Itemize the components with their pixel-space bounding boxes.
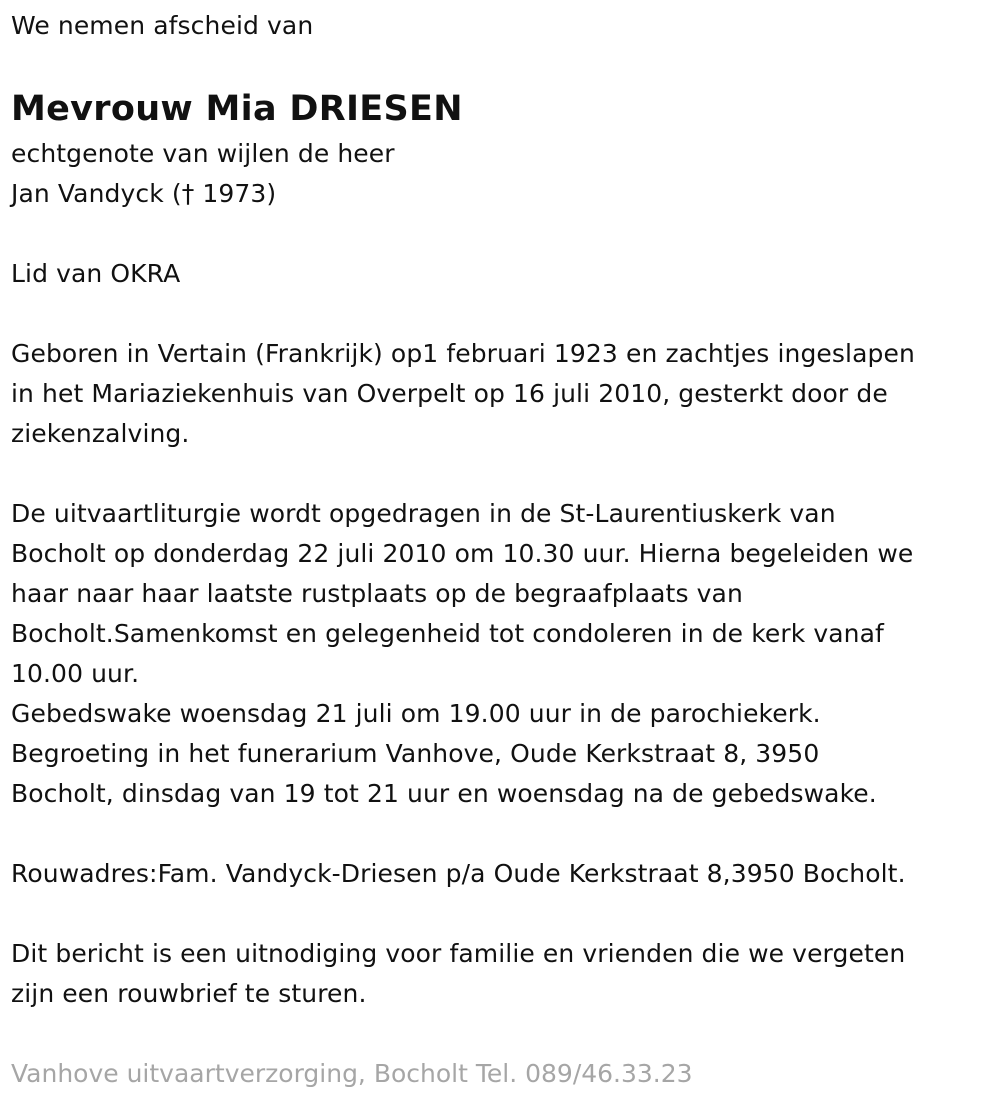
spacer [11,214,1000,254]
paragraph-line: Geboren in Vertain (Frankrijk) op1 februari 1923 en zachtjes ingeslapen [11,339,915,368]
funeral-paragraph [11,494,1000,814]
paragraph-line: in het Mariaziekenhuis van Overpelt op 16 juli 2010, gesterkt door de [11,379,888,408]
paragraph-line: haar naar haar laatste rustplaats op de begraafplaats van [11,579,743,608]
paragraph-line: 10.00 uur. [11,659,140,688]
paragraph-line: Gebedswake woensdag 21 juli om 19.00 uur in de parochiekerk. [11,699,821,728]
spacer [11,814,1000,854]
paragraph-line: Bocholt.Samenkomst en gelegenheid tot condoleren in de kerk vanaf [11,619,884,648]
paragraph-line: ziekenzalving. [11,419,190,448]
paragraph-line: Bocholt op donderdag 22 juli 2010 om 10.30 uur. Hierna begeleiden we [11,539,914,568]
spacer [11,894,1000,934]
deceased-name: Mevrouw Mia DRIESEN [11,89,463,129]
paragraph-line: Begroeting in het funerarium Vanhove, Oude Kerkstraat 8, 3950 [11,739,820,768]
paragraph-line: Bocholt, dinsdag van 19 tot 21 uur en woensdag na de gebedswake. [11,779,877,808]
paragraph-line: De uitvaartliturgie wordt opgedragen in de St-Laurentiuskerk van [11,499,836,528]
paragraph-line: zijn een rouwbrief te sturen. [11,979,367,1008]
spouse-line-2: Jan Vandyck († 1973) [11,179,277,208]
invitation-paragraph [11,934,1000,1014]
birth-death-paragraph [11,334,1000,454]
membership-text: Lid van OKRA [11,259,181,288]
mourning-address: Rouwadres:Fam. Vandyck-Driesen p/a Oude Kerkstraat 8,3950 Bocholt. [11,859,906,888]
spouse-line-1: echtgenote van wijlen de heer [11,139,395,168]
paragraph-line: Dit bericht is een uitnodiging voor familie en vrienden die we vergeten [11,939,906,968]
funeral-home-footer: Vanhove uitvaartverzorging, Bocholt Tel. 089/46.33.23 [11,1059,693,1088]
spacer [11,454,1000,494]
intro-text: We nemen afscheid van [11,11,314,40]
spacer [11,294,1000,334]
